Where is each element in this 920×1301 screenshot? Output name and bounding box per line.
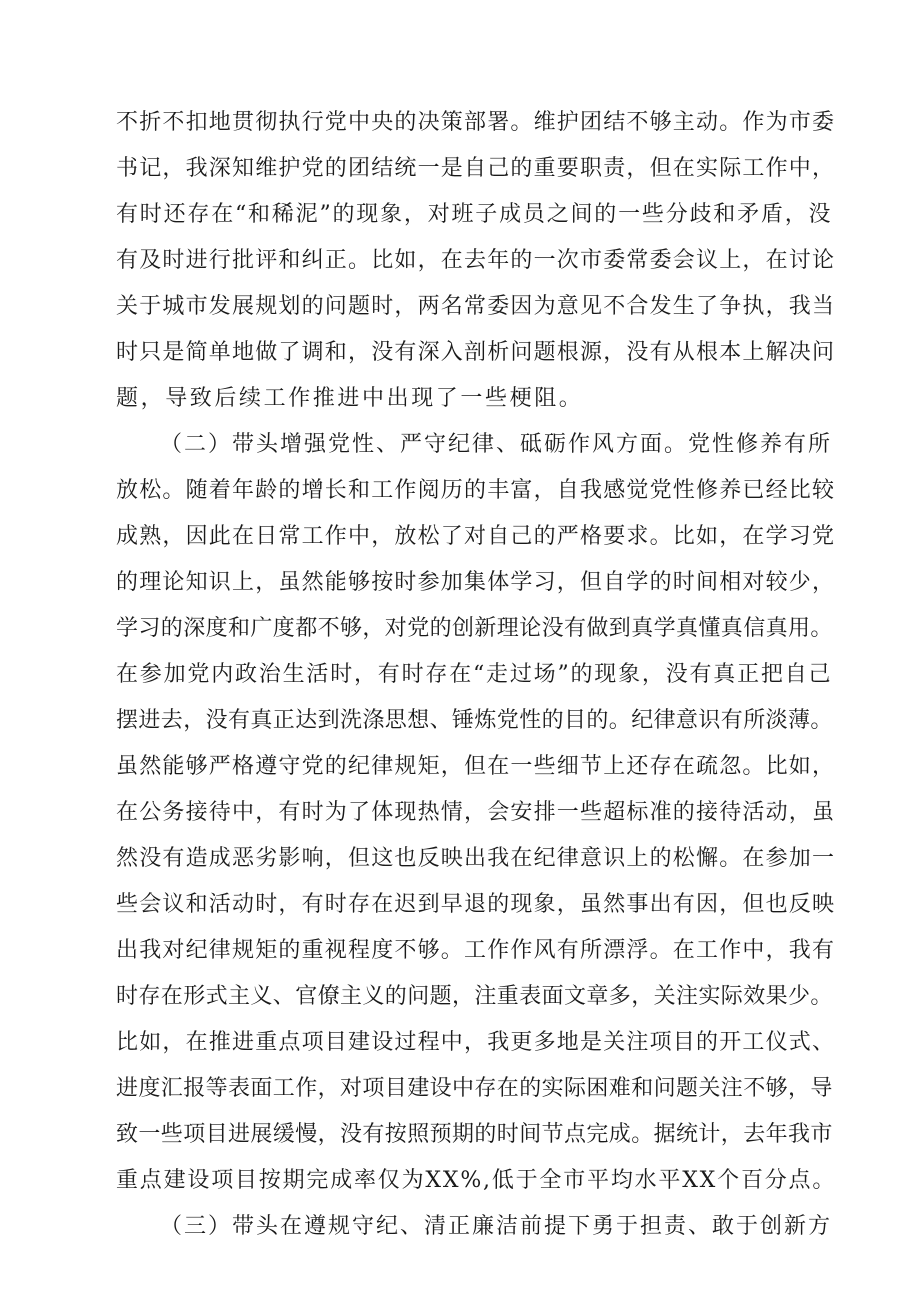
text-line: 在参加党内政治生活时，有时存在“走过场”的现象，没有真正把自己 <box>116 662 833 687</box>
section-heading-line: （二）带头增强党性、严守纪律、砥砺作风方面。党性修养有所 <box>160 432 833 457</box>
text-line: 摆进去，没有真正达到洗涤思想、锤炼党性的目的。纪律意识有所淡薄。 <box>116 708 833 733</box>
text-line: 些会议和活动时，有时存在迟到早退的现象，虽然事出有因，但也反映 <box>116 892 836 917</box>
text-line: 书记，我深知维护党的团结统一是自己的重要职责，但在实际工作中， <box>116 156 836 181</box>
text-line: 致一些项目进展缓慢，没有按照预期的时间节点完成。据统计，去年我市 <box>116 1122 833 1147</box>
text-line: 比如，在推进重点项目建设过程中，我更多地是关注项目的开工仪式、 <box>116 1030 836 1055</box>
text-line: 的理论知识上，虽然能够按时参加集体学习，但自学的时间相对较少， <box>116 570 836 595</box>
text-line: 有及时进行批评和纠正。比如，在去年的一次市委常委会议上，在讨论 <box>116 248 836 273</box>
text-line: 不折不扣地贯彻执行党中央的决策部署。维护团结不够主动。作为市委 <box>116 110 836 135</box>
document-body <box>116 100 836 1250</box>
text-line: 学习的深度和广度都不够，对党的创新理论没有做到真学真懂真信真用。 <box>116 616 833 641</box>
text-line: 虽然能够严格遵守党的纪律规矩，但在一些细节上还存在疏忽。比如， <box>116 754 836 779</box>
text-line: 有时还存在“和稀泥”的现象，对班子成员之间的一些分歧和矛盾，没 <box>116 202 833 227</box>
text-line: 关于城市发展规划的问题时，两名常委因为意见不合发生了争执，我当 <box>116 294 836 319</box>
text-line: 放松。随着年龄的增长和工作阅历的丰富，自我感觉党性修养已经比较 <box>116 478 836 503</box>
text-line: 时只是简单地做了调和，没有深入剖析问题根源，没有从根本上解决问 <box>116 340 836 365</box>
text-line: 重点建设项目按期完成率仅为XX%,低于全市平均水平XX个百分点。 <box>116 1168 837 1193</box>
text-line: 进度汇报等表面工作，对项目建设中存在的实际困难和问题关注不够，导 <box>116 1076 833 1101</box>
text-line: 题，导致后续工作推进中出现了一些梗阻。 <box>116 386 584 411</box>
section-heading-line: （三）带头在遵规守纪、清正廉洁前提下勇于担责、敢于创新方 <box>160 1214 833 1239</box>
text-line: 在公务接待中，有时为了体现热情，会安排一些超标准的接待活动，虽 <box>116 800 836 825</box>
text-line: 出我对纪律规矩的重视程度不够。工作作风有所漂浮。在工作中，我有 <box>116 938 836 963</box>
text-line: 成熟，因此在日常工作中，放松了对自己的严格要求。比如，在学习党 <box>116 524 836 549</box>
text-line: 时存在形式主义、官僚主义的问题，注重表面文章多，关注实际效果少。 <box>116 984 833 1009</box>
text-line: 然没有造成恶劣影响，但这也反映出我在纪律意识上的松懈。在参加一 <box>116 846 836 871</box>
